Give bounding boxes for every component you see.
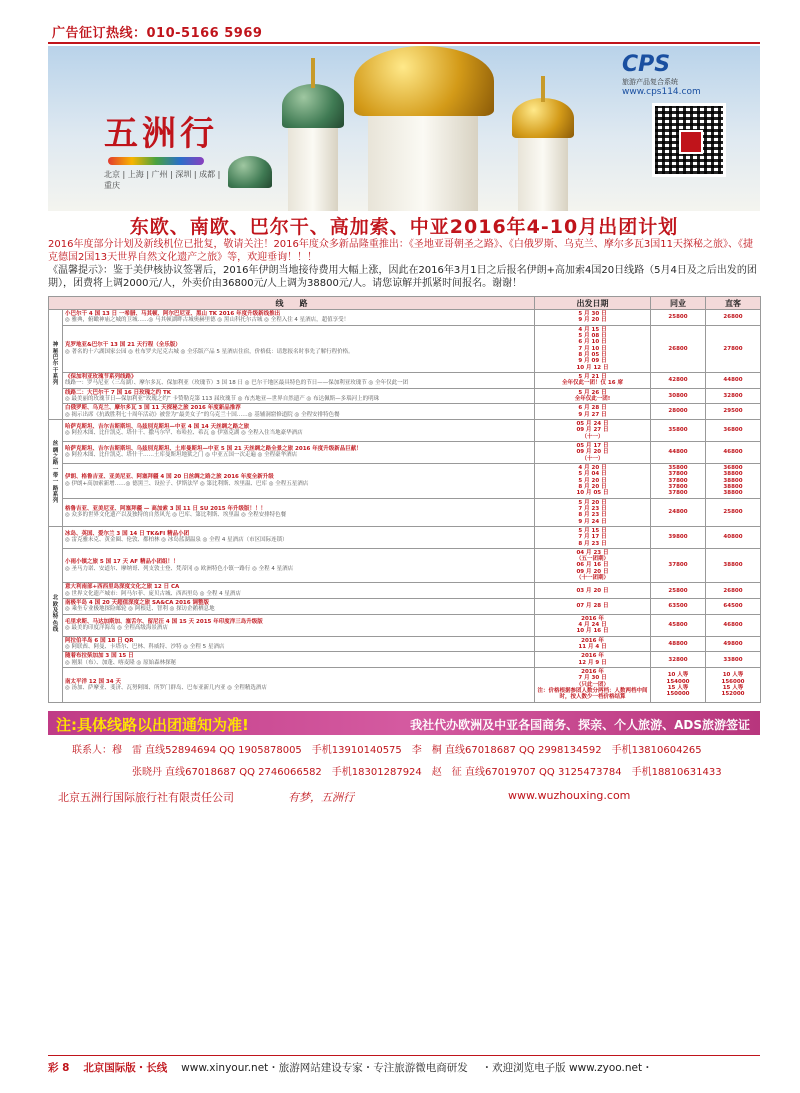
route-title[interactable]: 阿拉伯半岛 6 国 18 日 QR [65, 637, 134, 644]
route-cell [63, 599, 535, 615]
peer-price: 25800 [651, 583, 706, 599]
header-route: 线 路 [49, 297, 535, 310]
route-desc: ◎ 众多的世界文化遗产以及独特的自然风光 ◎ 巴库、第比利斯、埃里温 ◎ 全程安排特色餐 [65, 512, 287, 519]
route-desc: ◎ 最美的印度洋海岛 ◎ 全程高级海景酒店 [65, 625, 168, 632]
route-title[interactable]: 南极半岛 4 国 20 天超值深度之旅 SA&CA 2016 调整版 [65, 600, 210, 607]
table-row [49, 419, 761, 441]
departure-dates: 05 月 24 日 09 月 27 日 （十一） [535, 419, 651, 441]
route-title[interactable]: 线路二：大巴尔干 7 国 16 日玫瑰之约 TK [65, 389, 172, 396]
peer-price: 26800 [651, 325, 706, 372]
route-cell [63, 668, 535, 703]
spire-right [541, 76, 545, 102]
warning-text: 《温馨提示》：鉴于美伊核协议签署后，2016年伊朗当地接待费用大幅上涨，因此在2016年3月1日之后报名伊朗+高加索4国20日线路（5月4日及之后出发的团期），团费将上调2000元/人，外卖价由36800元/人上调为38800元/人。请您谅解并抓紧时间报名。谢谢！ [48, 265, 757, 289]
departure-dates: 5 月 15 日 7 月 17 日 8 月 23 日 [535, 526, 651, 548]
page-title: 东欧、南欧、巴尔干、高加索、中亚2016年4-10月出团计划 [129, 216, 679, 238]
direct-price: 38800 [706, 548, 761, 583]
peer-price: 63500 [651, 599, 706, 615]
departure-dates: 2016 年 12 月 9 日 [535, 652, 651, 668]
group-label: 神秘巴尔干系列 [49, 310, 63, 420]
departure-dates: 5 月 30 日 9 月 20 日 [535, 310, 651, 326]
qr-center-logo [679, 130, 703, 154]
peer-price: 48800 [651, 636, 706, 652]
peer-price: 24800 [651, 498, 706, 526]
footer-band [48, 711, 760, 735]
route-desc: 线路一：罗马尼亚（三岛湖）、摩尔多瓦、保加利亚（玫瑰节）3 国 18 日 ◎ 巴尔干地区最具特色的节日——保加利亚玫瑰节 ◎ 全年仅此一团 [65, 380, 409, 387]
route-title[interactable]: 哈萨克斯坦、吉尔吉斯斯坦、乌兹别克斯坦、土库曼斯坦—中亚 5 国 21 天丝绸之路全景之旅 2016 年度升级新品巨献！ [65, 446, 362, 453]
logo-cities: 北京 | 上海 | 广州 | 深圳 | 成都 | 重庆 [104, 170, 221, 190]
route-desc: ◎ 伊朗+高加索新增……◎ 德黑兰、设拉子、伊斯法罕 ◎ 第比利斯、埃里温、巴库 ◎ 全程五星酒店 [65, 480, 309, 487]
peer-price: 42800 [651, 372, 706, 388]
peer-price: 25800 [651, 310, 706, 326]
route-cell [63, 498, 535, 526]
table-row [49, 404, 761, 420]
departure-dates: 2016 年 4 月 24 日 10 月 16 日 [535, 614, 651, 636]
bottom-divider [48, 1055, 760, 1056]
cps-logo: CPS [622, 52, 671, 77]
table-row [49, 325, 761, 372]
direct-price: 44800 [706, 372, 761, 388]
table-row [49, 548, 761, 583]
group-label: 丝绸之路一带一路系列 [49, 419, 63, 526]
route-desc: ◎ 乘坐专业极地探险邮轮 ◎ 阿根廷、智利 ◎ 探访企鹅栖息地 [65, 606, 215, 613]
contact-line-2: 张晓丹 直线67018687 QQ 2746066582 手机18301287924 赵 征 直线67019707 QQ 3125473784 手机18810631433 [132, 767, 722, 778]
direct-price: 32800 [706, 388, 761, 404]
route-cell [63, 404, 535, 420]
green-dome-left [282, 84, 344, 128]
route-desc: ◎ 世界文化遗产城市：阿马尔菲、庞贝古城、西西里岛 ◎ 全程 4 星酒店 [65, 590, 241, 597]
departure-dates: 4 月 20 日 5 月 04 日 5 月 20 日 8 月 20 日 10 月 05 日 [535, 463, 651, 498]
route-desc: ◎ 圣马力诺、安道尔、摩纳哥、列支敦士登、梵蒂冈 ◎ 欧洲特色小镇一路行 ◎ 全程 4 星酒店 [65, 565, 294, 572]
brand-logo [104, 106, 224, 191]
page-number: 彩 8 [48, 1062, 70, 1074]
slogan-signature: 有梦，五洲行 [288, 791, 354, 804]
peer-price: 39800 [651, 526, 706, 548]
direct-price: 26800 [706, 310, 761, 326]
logo-swoosh [108, 157, 204, 165]
route-cell [63, 526, 535, 548]
company-name: 北京五洲行国际旅行社有限责任公司 [58, 791, 234, 804]
footer-notice: 注:具体线路以出团通知为准! [56, 716, 249, 734]
route-title[interactable]: 白俄罗斯、乌克兰、摩尔多瓦 3 国 11 天探秘之旅 2016 年度新品推荐 [65, 405, 241, 412]
peer-price: 35800 [651, 419, 706, 441]
golden-dome-center [354, 46, 494, 116]
route-title[interactable]: 小巴尔干 4 国 13 日 一希腊、马其顿、阿尔巴尼亚、黑山 TK 2016 年度升级新线推出 [65, 311, 281, 317]
table-row [49, 388, 761, 404]
direct-price: 27800 [706, 325, 761, 372]
peer-price: 10 人等 154000 15 人等 150000 [651, 668, 706, 703]
route-title[interactable]: 意大利南部+西西里岛深度文化之旅 12 日 CA [65, 584, 180, 591]
cps-badge [622, 52, 752, 177]
route-title[interactable]: 克罗地亚&巴尔干 13 国 21 天行程（全乐版） [65, 342, 181, 349]
group-label: 北欧及特色线 [49, 526, 63, 702]
direct-price: 33800 [706, 652, 761, 668]
route-cell [63, 325, 535, 372]
header-peer: 同业 [651, 297, 706, 310]
table-row [49, 668, 761, 703]
route-desc: ◎ 最美丽的玫瑰节日—保加利亚“玫瑰之约” 卡赞勒克第 113 届玫瑰节 ◎ 布杰地亚—世界自然遗产 ◎ 布达佩斯—多瑙河上的明珠 [65, 395, 380, 402]
top-divider [48, 42, 760, 44]
tour-schedule-table [48, 296, 761, 703]
direct-price: 29500 [706, 404, 761, 420]
peer-price: 28000 [651, 404, 706, 420]
route-title[interactable]: 伊朗、格鲁吉亚、亚美尼亚、阿塞拜疆 4 国 20 日丝绸之路之旅 2016 年度全新升级 [65, 474, 274, 481]
peer-price: 45800 [651, 614, 706, 636]
table-row [49, 372, 761, 388]
route-desc: ◎ 阿拉木图、比什凯克、塔什干、撒马尔罕、布哈拉、希瓦 ◎ 伊塞克湖 ◎ 全程入住当地豪华酒店 [65, 430, 303, 437]
departure-dates: 05 月 17 日 09 月 20 日 （十一） [535, 441, 651, 463]
direct-price: 25800 [706, 498, 761, 526]
departure-dates: 2016 年 7 月 30 日 （只此一团） 注：价格根据参团人数分两档：人数两档中间时，按人数少一档价格结算 [535, 668, 651, 703]
table-row [49, 463, 761, 498]
route-title[interactable]: 南太平洋 12 国 34 天 [65, 678, 121, 685]
ad-hotline: 广告征订热线：010-5166 5969 [52, 26, 263, 41]
cps-desc: 旅游产品复合系统 [622, 78, 678, 86]
route-cell [63, 372, 535, 388]
departure-dates: 04 月 23 日 （五一团期） 06 月 16 日 09 月 20 日 （十一团期） [535, 548, 651, 583]
route-desc: ◎ 阿拉木图、比什凯克、塔什干……土库曼斯坦地狱之门 ◎ 中亚五国一次走遍 ◎ 全程豪华酒店 [65, 452, 298, 459]
departure-dates: 07 月 28 日 [535, 599, 651, 615]
bottom-bar [48, 1060, 760, 1075]
departure-dates: 5 月 26 日 全年仅此一团! [535, 388, 651, 404]
departure-dates: 6 月 28 日 9 月 27 日 [535, 404, 651, 420]
direct-price: 36800 38800 38800 38800 38800 [706, 463, 761, 498]
direct-price: 46800 [706, 614, 761, 636]
direct-price: 26800 [706, 583, 761, 599]
departure-dates: 03 月 20 日 [535, 583, 651, 599]
peer-price: 44800 [651, 441, 706, 463]
route-cell [63, 441, 535, 463]
table-row [49, 441, 761, 463]
table-row [49, 652, 761, 668]
header-date: 出发日期 [535, 297, 651, 310]
route-desc: ◎ 雅典，俯瞰神庙之城的卫城……◎ 马其顿湖畔古城奥赫里德 ◎ 黑山科托尔古城 ◎ 全程入住 4 星酒店，超值享受！ [65, 317, 350, 324]
peer-price: 37800 [651, 548, 706, 583]
route-title[interactable]: 《保加利亚玫瑰节系列线路》 [65, 373, 137, 380]
e-edition-link[interactable]: ・欢迎浏览电子版 www.zyoo.net・ [481, 1062, 653, 1074]
tower-right [518, 126, 568, 211]
table-row [49, 498, 761, 526]
spire-left [311, 58, 315, 88]
intro-block [48, 238, 760, 290]
route-cell [63, 388, 535, 404]
route-desc: ◎ 刚果（布）、加蓬、喀麦隆 ◎ 原始森林探秘 [65, 659, 177, 666]
company-website[interactable]: www.wuzhouxing.com [508, 789, 631, 802]
route-cell [63, 614, 535, 636]
hero-banner [48, 46, 760, 211]
table-row [49, 636, 761, 652]
route-cell [63, 548, 535, 583]
departure-dates: 4 月 15 日 5 月 08 日 6 月 10 日 7 月 10 日 8 月 05 日 9 月 09 日 10 月 12 日 [535, 325, 651, 372]
edition-label: 北京国际版・长线 [83, 1062, 168, 1074]
table-row [49, 526, 761, 548]
route-desc: ◎ 揭示出席《抗战胜利七十周年活动》被誉为“最美女子”的乌克兰十国……◎ 基辅洞窟修道院 ◎ 全程安排特色餐 [65, 411, 340, 418]
peer-price: 35800 37800 37800 37800 37800 [651, 463, 706, 498]
route-title[interactable]: 小雨小镇之旅 5 国 17 天 AF 精品小团组！！ [65, 559, 179, 566]
route-cell [63, 310, 535, 326]
departure-dates: 5 月 20 日 7 月 23 日 8 月 23 日 9 月 24 日 [535, 498, 651, 526]
contact-line-1: 联系人：穆 雷 直线52894694 QQ 1905878005 手机13910140575 李 桐 直线67018687 QQ 2998134592 手机13810604265 [72, 745, 702, 756]
golden-dome-right [512, 98, 574, 138]
route-title[interactable]: 毛里求斯、马达加斯加、塞舌尔、留尼汪 4 国 15 天 2015 年印度洋三岛升级版 [65, 618, 263, 625]
direct-price: 10 人等 156000 15 人等 152000 [706, 668, 761, 703]
direct-price: 36800 [706, 419, 761, 441]
logo-text: 五洲行 [104, 114, 218, 154]
route-desc: ◎ 阿联酋、阿曼、卡塔尔、巴林、科威特、沙特 ◎ 全程 5 星酒店 [65, 644, 225, 651]
route-desc: ◎ 雷克雅未克、黄金圈、伦敦、都柏林 ◎ 冰岛蓝湖温泉 ◎ 全程 4 星酒店（市区国际连锁） [65, 537, 288, 544]
intro-text: 2016年度部分计划及新线机位已批复，敬请关注！2016年度众多新品隆重推出：《圣地亚哥朝圣之路》、《白俄罗斯、乌克兰、摩尔多瓦3国11天探秘之旅》、《捷克德国2国13天世界自然文化遗产之旅》等，欢迎垂询！！！ [48, 239, 753, 263]
footer [48, 711, 760, 835]
departure-dates: 2016 年 11 月 4 日 [535, 636, 651, 652]
direct-price: 64500 [706, 599, 761, 615]
direct-price: 40800 [706, 526, 761, 548]
peer-price: 32800 [651, 652, 706, 668]
direct-price: 46800 [706, 441, 761, 463]
footer-visa: 我社代办欧洲及中亚各国商务、探亲、个人旅游、ADS旅游签证 [410, 718, 750, 732]
table-row [49, 310, 761, 326]
table-row [49, 599, 761, 615]
route-cell [63, 463, 535, 498]
table-row [49, 583, 761, 599]
table-row [49, 614, 761, 636]
peer-price: 30800 [651, 388, 706, 404]
route-desc: ◎ 汤加、萨摩亚、斐济、瓦努阿图、所罗门群岛、巴布亚新几内亚 ◎ 全程精选酒店 [65, 684, 267, 691]
departure-dates: 5 月 21 日 全年仅此一团！仅 16 席 [535, 372, 651, 388]
green-dome-far [228, 156, 272, 188]
route-cell [63, 583, 535, 599]
route-title[interactable]: 格鲁吉亚、亚美尼亚、阿塞拜疆 — 高加索 3 国 11 日 SU 2015 年升级版！！！ [65, 505, 266, 512]
cps-url[interactable]: www.cps114.com [622, 87, 701, 97]
route-title[interactable]: 冰岛、英国、爱尔兰 3 国 14 日 TK&FI 精品小团 [65, 531, 190, 537]
route-title[interactable]: 随着布拉柴加加 3 国 15 日 [65, 653, 134, 660]
middle-ad[interactable]: www.xinyour.net・旅游网站建设专家・专注旅游微电商研发 [181, 1062, 468, 1074]
route-title[interactable]: 哈萨克斯坦、吉尔吉斯斯坦、乌兹别克斯坦—中亚 4 国 14 天丝绸之路之旅 [65, 424, 250, 431]
route-desc: ◎ 著名的十六湖国家公园 ◎ 杜布罗夫尼克古城 ◎ 全乐版产品 5 星酒店住宿，价格低：请您报名时事先了解行程价格。 [65, 348, 354, 355]
route-cell [63, 636, 535, 652]
tower-left [288, 116, 338, 211]
route-cell [63, 652, 535, 668]
header-direct: 直客 [706, 297, 761, 310]
route-cell [63, 419, 535, 441]
direct-price: 49800 [706, 636, 761, 652]
qr-code-icon[interactable] [652, 103, 726, 177]
table-header-row [49, 297, 761, 310]
